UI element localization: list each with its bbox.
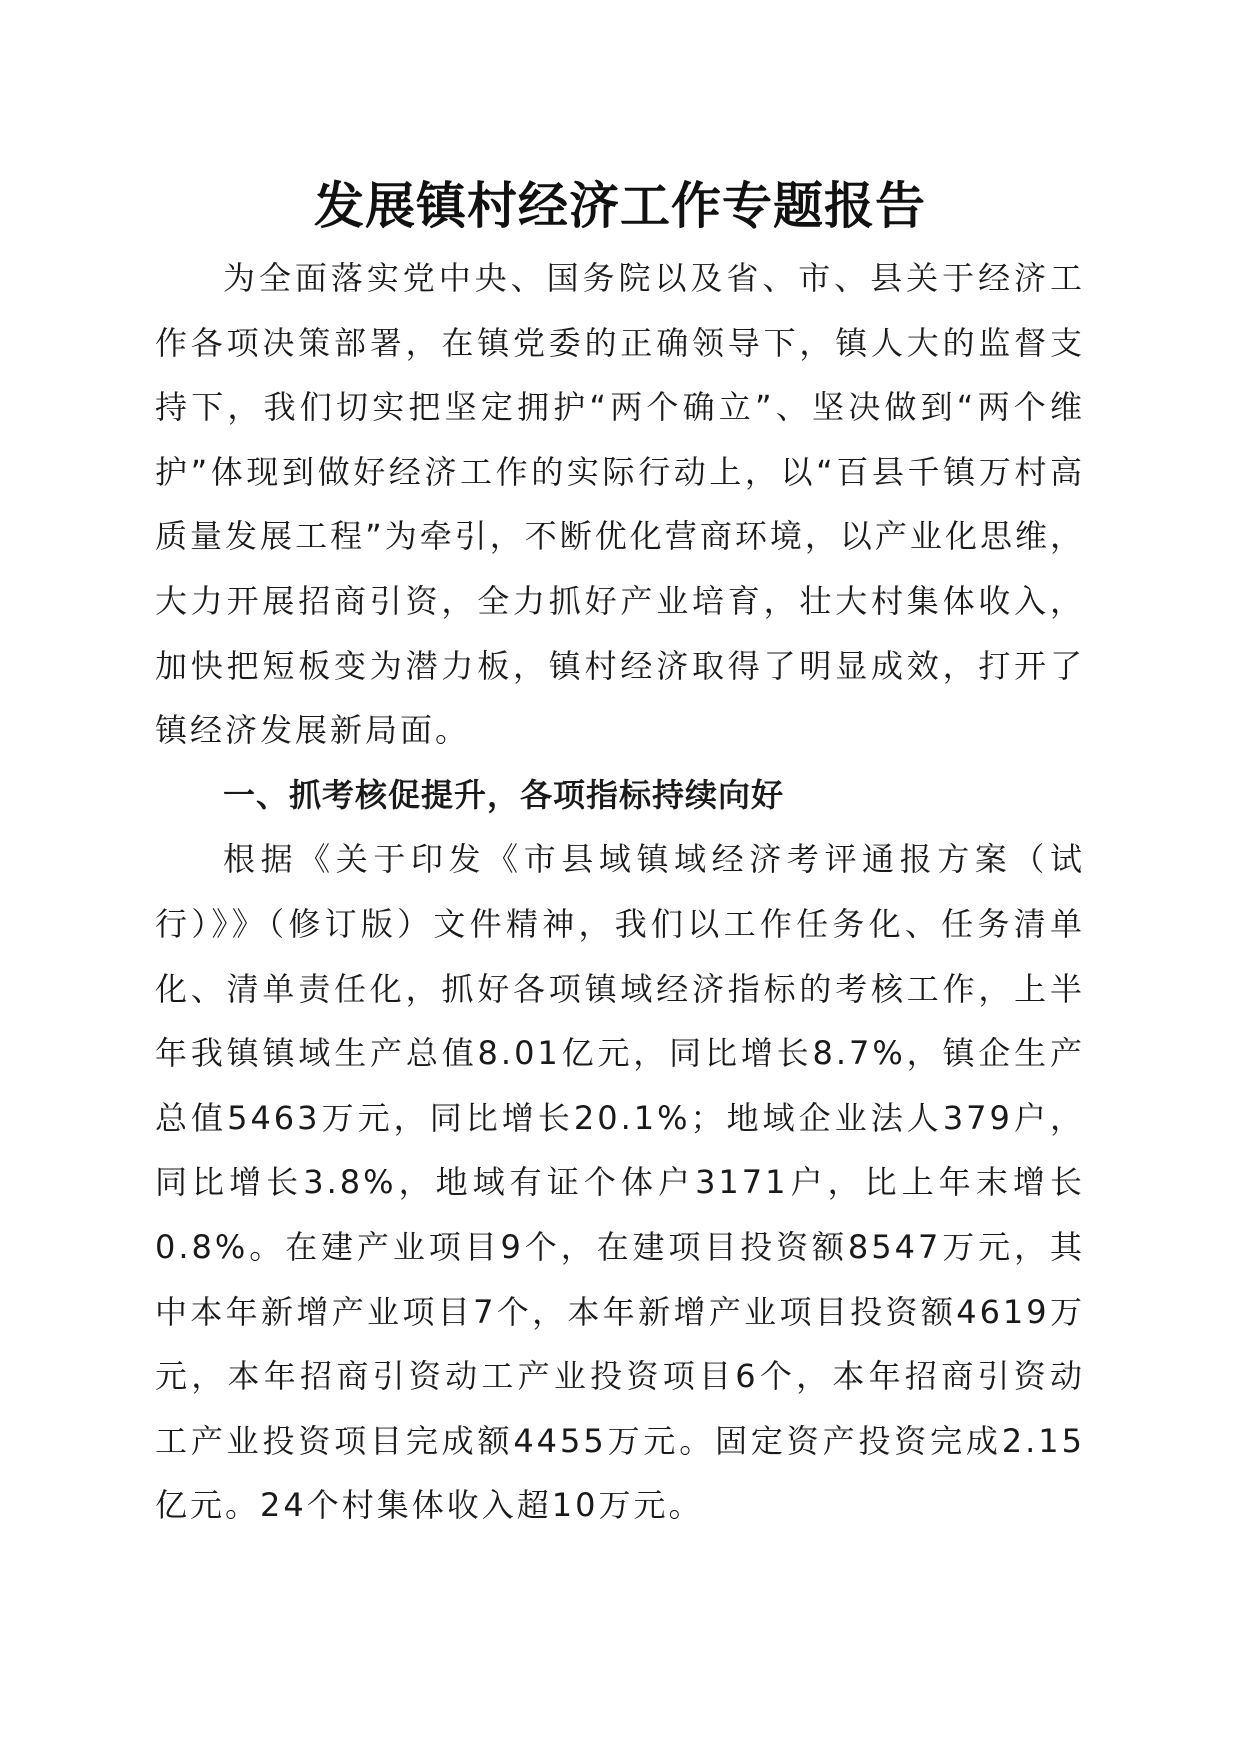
section-1-heading: 一、抓考核促提升，各项指标持续向好 bbox=[223, 775, 785, 814]
section-1-paragraph: 根据《关于印发《市县域镇域经济考评通报方案（试行）》》（修订版）文件精神，我们以工作任务化、任务清单化、清单责任化，抓好各项镇域经济指标的考核工作，上半年我镇镇域生产总值8.01亿元，同比增长8.7%，镇企生产总值5463万元，同比增长20.1%；地域企业法人379户，同比增长3.8%，地域有证个体户3171户，比上年末增长0.8%。在建产业项目9个，在建项目投资额8547万元，其中本年新增产业项目7个，本年新增产业项目投资额4619万元，本年招商引资动工产业投资项目6个，本年招商引资动工产业投资项目完成额4455万元。固定资产投资完成2.15亿元。24个村集体收入超10万元。 bbox=[155, 840, 1085, 1525]
intro-paragraph: 为全面落实党中央、国务院以及省、市、县关于经济工作各项决策部署，在镇党委的正确领导下，镇人大的监督支持下，我们切实把坚定拥护“两个确立”、坚决做到“两个维护”体现到做好经济工作的实际行动上，以“百县千镇万村高质量发展工程”为牵引，不断优化营商环境，以产业化思维，大力开展招商引资，全力抓好产业培育，壮大村集体收入，加快把短板变为潜力板，镇村经济取得了明显成效，打开了镇经济发展新局面。 bbox=[155, 259, 1085, 750]
document-body bbox=[155, 246, 1085, 1538]
document-title: 发展镇村经济工作专题报告 bbox=[314, 176, 926, 235]
